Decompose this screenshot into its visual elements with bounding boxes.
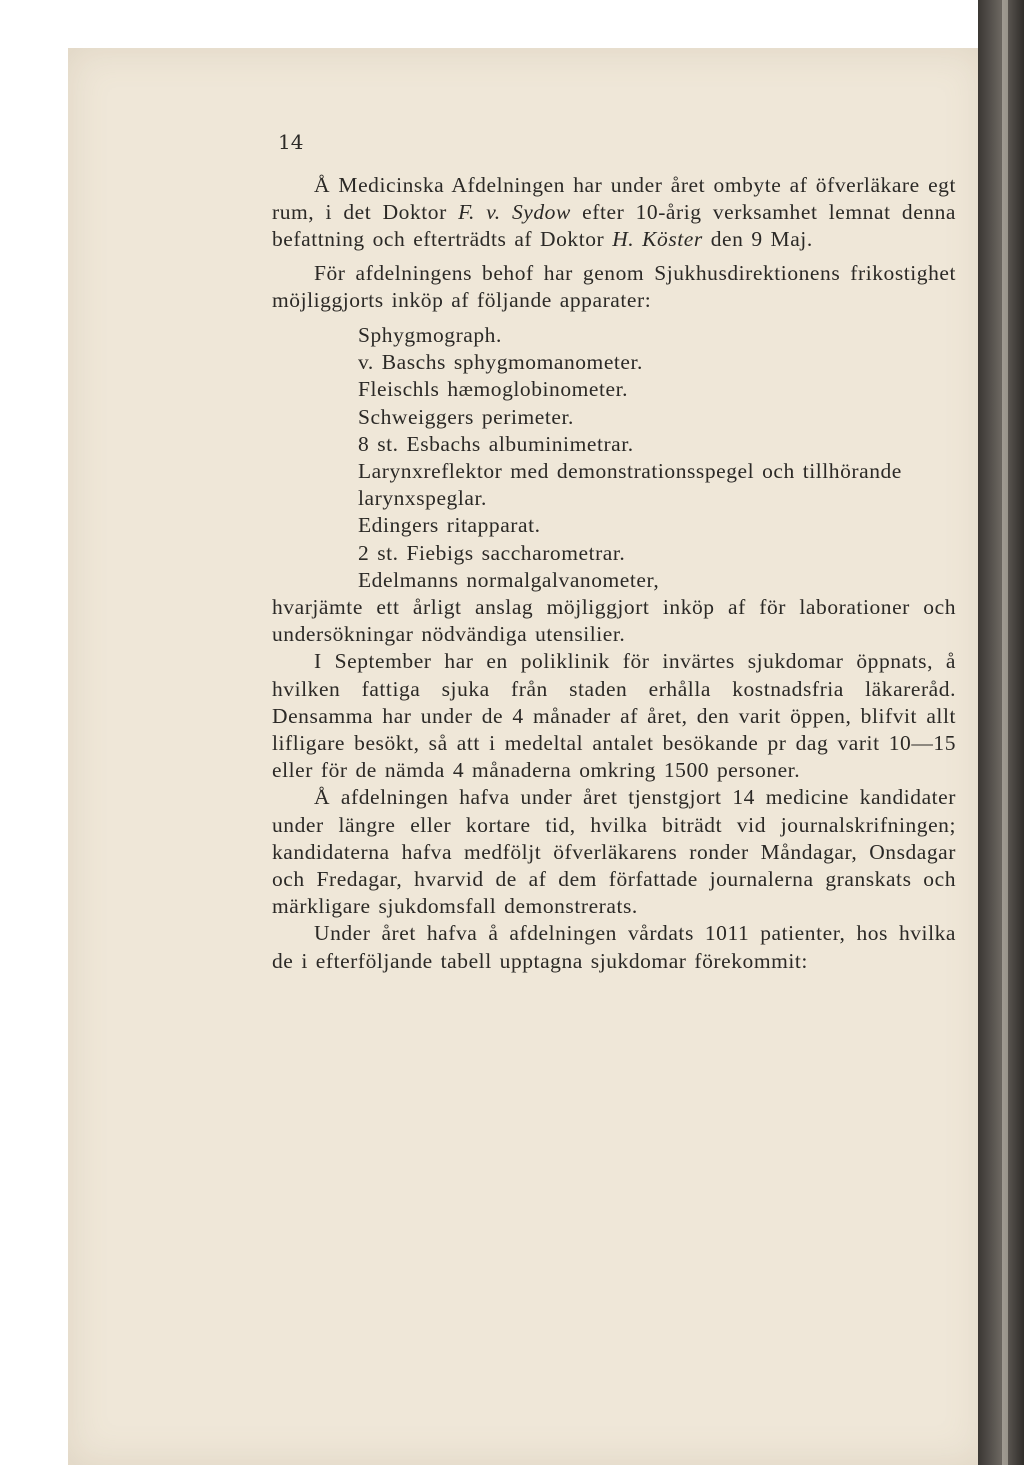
paragraph-candidates: Å afdelningen hafva under året tjenstgjort 14 medicine kandidater under längre eller kortare tid, hvilka biträdt vid journalskrifningen; kandidaterna hafva medföljt öfverläkarens ronder Måndagar, Onsdagar och Fredagar, hvarvid de af dem författade journalerna granskats och märkligare sjukdomsfall demonstrerats. <box>272 785 956 919</box>
person-name-sydow: F. v. Sydow <box>458 200 571 225</box>
apparatus-list <box>272 322 956 594</box>
list-item: Edingers ritapparat. <box>358 513 541 538</box>
paragraph-purchases: För afdelningens behof har genom Sjukhusdirektionens frikostighet möjliggjorts inköp af följande apparater: <box>272 260 956 312</box>
paragraph-polyclinic: I September har en poliklinik för invärtes sjukdomar öppnats, å hvilken fattiga sjuka från staden erhålla kostnadsfria läkareråd. Densamma har under de 4 månader af året, den varit öppen, blifvit allt lifligare besökt, så att i medeltal antalet besökande pr dag varit 10—15 eller för de nämda 4 månaderna omkring 1500 personer. <box>272 649 956 783</box>
paragraph-utensils: hvarjämte ett årligt anslag möjliggjort inköp af för laborationer och undersökningar nödvändiga utensilier. <box>272 595 956 647</box>
book-spine-highlight <box>1002 0 1008 1465</box>
book-spine-edge <box>978 0 1024 1465</box>
list-item: Schweiggers perimeter. <box>358 404 574 429</box>
person-name-koster: H. Köster <box>612 227 703 252</box>
body-text <box>272 172 956 975</box>
list-item: 2 st. Fiebigs saccharometrar. <box>358 540 626 565</box>
para1-text-e: den 9 Maj. <box>702 227 813 252</box>
list-item: Sphygmograph. <box>358 323 502 348</box>
list-item: Edelmanns normalgalvanometer, <box>358 567 660 592</box>
para1-text-a: Å Medicinska Afdelningen har under året ombyte af öfverläkare egt rum, i det Doktor <box>272 173 956 225</box>
paragraph-change-of-physician <box>272 172 956 254</box>
list-item: Larynxreflektor med demonstrationsspegel och tillhörande larynxspeglar. <box>358 459 902 511</box>
para1-text-c: efter 10-årig verksamhet lemnat denna befattning och efterträdts af Doktor <box>272 200 956 252</box>
list-item: 8 st. Esbachs albuminimetrar. <box>358 431 634 456</box>
list-item: Fleischls hæmoglobinometer. <box>358 377 629 402</box>
paragraph-patients: Under året hafva å afdelningen vårdats 1011 patienter, hos hvilka de i efterföljande tabell upptagna sjukdomar förekommit: <box>272 921 956 973</box>
page-number: 14 <box>278 130 304 154</box>
list-item: v. Baschs sphygmomanometer. <box>358 350 643 375</box>
